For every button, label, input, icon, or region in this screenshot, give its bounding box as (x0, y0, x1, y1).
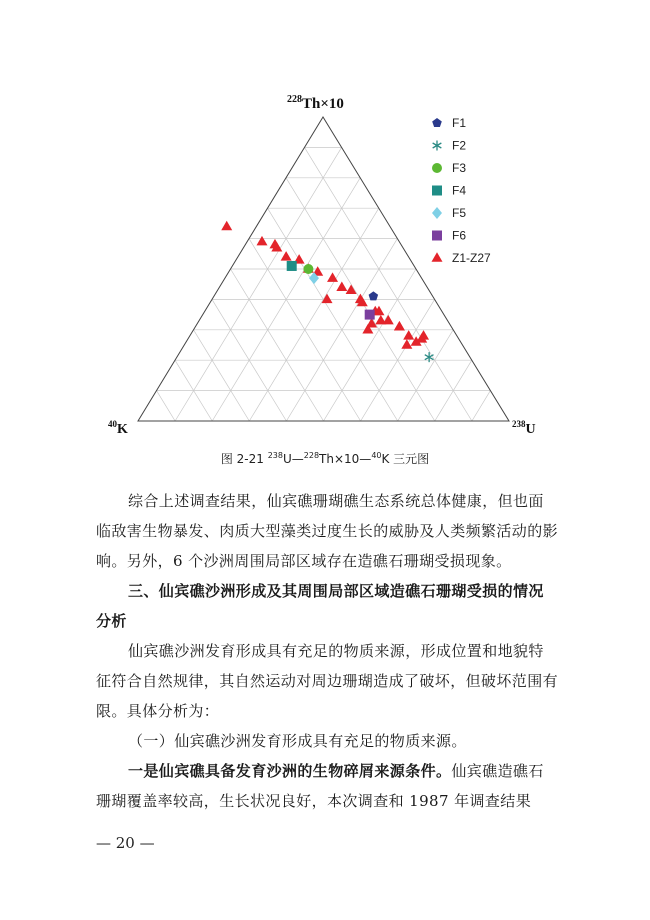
data-point-z1-z27-9 (327, 272, 338, 282)
paragraph-lead: 一是仙宾礁具备发育沙洲的生物碎屑来源条件。 (128, 762, 452, 780)
data-point-f6 (365, 310, 375, 320)
data-point-f2 (425, 352, 434, 362)
grid-line (324, 269, 417, 421)
legend-marker-f1 (432, 118, 442, 127)
legend-label-z1-z27: Z1-Z27 (452, 251, 491, 265)
data-point-z1-z27-10 (336, 281, 347, 291)
legend-label-f3: F3 (452, 161, 467, 175)
legend-marker-z1-z27 (432, 252, 443, 262)
body-text (96, 486, 558, 816)
data-point-f1 (369, 291, 379, 300)
legend-marker-f6 (432, 231, 442, 241)
figure-caption: 图 2-21 $^{238}$U—$^{228}$Th×10—$^{40}$K 三元图 (220, 451, 430, 466)
grid-line (175, 147, 342, 421)
vertex-label-top: $^{228}$Th×10 (287, 94, 344, 112)
data-point-f4 (287, 261, 297, 271)
page-number: — 20 — (96, 834, 155, 852)
legend-label-f6: F6 (452, 228, 467, 243)
data-point-z1-z27-18 (403, 330, 414, 340)
data-point-z1-z27-4 (281, 251, 292, 261)
legend-marker-f4 (432, 186, 442, 196)
vertex-label-left: $^{40}$K (108, 419, 128, 437)
data-point-z1-z27-11 (346, 285, 357, 295)
subsection-heading: （一）仙宾礁沙洲发育形成具有充足的物质来源。 (128, 732, 467, 750)
data-points (221, 221, 433, 362)
data-point-f3 (303, 264, 313, 274)
paragraph-source (96, 756, 558, 816)
grid-line (305, 147, 472, 421)
section-heading: 三、仙宾礁沙洲形成及其周围局部区域造礁石珊瑚受损的情况分析 (96, 582, 544, 630)
legend-label-f2: F2 (452, 138, 467, 153)
grid-line (157, 391, 176, 421)
grid-line (249, 208, 378, 421)
paragraph-summary: 综合上述调查结果，仙宾礁珊瑚礁生态系统总体健康，但也面临敌害生物暴发、肉质大型藻类过度生长的威胁及人类频繁活动的影响。另外，6 个沙洲周围局部区域存在造礁石珊瑚受损现象。 (96, 492, 559, 570)
legend-marker-f2 (433, 141, 442, 151)
ternary-chart (0, 0, 650, 440)
paragraph-body: 仙宾礁造礁石珊瑚覆盖率较高，生长状况良好，本次调查和 1987 年调查结果 (96, 762, 544, 810)
grid-line (231, 269, 324, 421)
vertex-label-right: $^{238}$U (512, 419, 536, 437)
legend-label-f1: F1 (452, 116, 467, 130)
legend-label-f4: F4 (452, 183, 467, 198)
data-point-z1-z27-19 (394, 321, 405, 331)
legend-marker-f3 (432, 163, 442, 173)
data-point-z1-z27-1 (221, 221, 232, 231)
data-point-z1-z27-22 (375, 315, 386, 325)
data-point-z1-z27-25 (322, 294, 333, 304)
legend-marker-f5 (432, 207, 442, 219)
data-point-z1-z27-27 (401, 339, 412, 349)
legend (432, 116, 492, 265)
legend-label-f5: F5 (452, 206, 467, 220)
grid-line (472, 391, 491, 421)
grid-line (194, 330, 250, 421)
data-point-z1-z27-2 (256, 236, 267, 246)
paragraph-analysis: 仙宾礁沙洲发育形成具有充足的物质来源，形成位置和地貌特征符合自然规律，其自然运动对周边珊瑚造成了破坏，但破坏范围有限。具体分析为： (96, 642, 559, 720)
